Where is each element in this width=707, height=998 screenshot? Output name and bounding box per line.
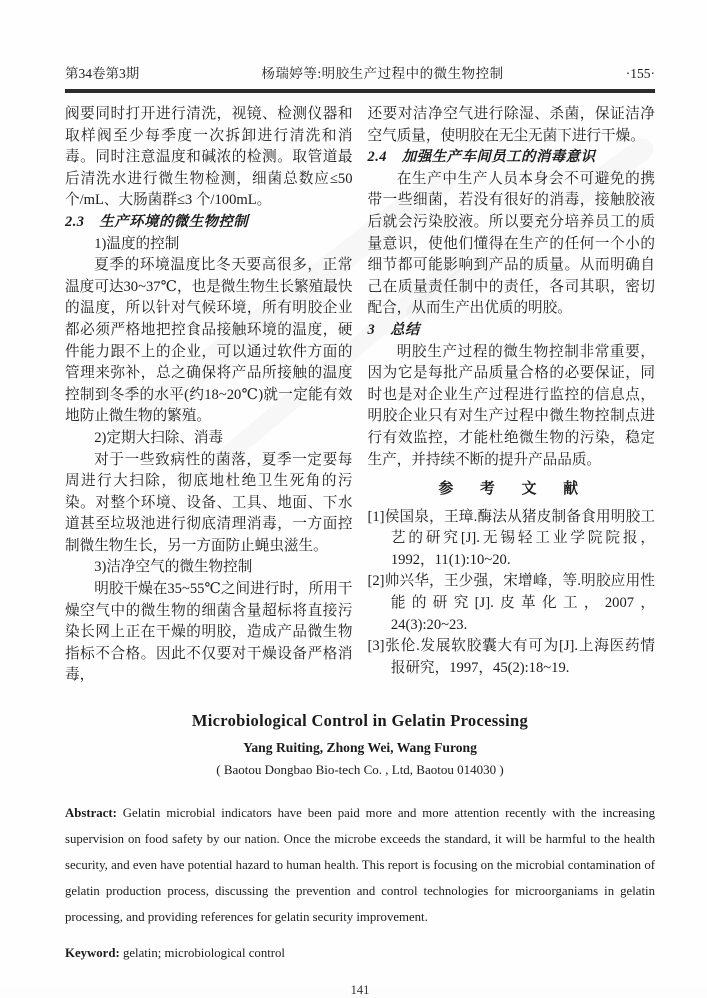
abstract-text: Gelatin microbial indicators have been paid more and more attention recently with the increasing supervision on food safety by our nation. Once the microbe exceeds the standard, it will be harmful to the health security, and even have potential hazard to human health. This report is focusing on the microbial contamination of gelatin production process, discussing the prevention and control technologies for microorganiams in gelatin processing, and providing references for gelatin security improvement. xyxy=(65,806,655,925)
paragraph: 夏季的环境温度比冬天要高很多，正常温度可达30~37℃，也是微生物生长繁殖最快的温度，所以针对气候环境，所有明胶企业都必须严格地把控食品接触环境的温度，硬件能力跟不上的企业，可以通过软件方面的管理来弥补，总之确保将产品所接触的温度控制到冬季的水平(约18~20℃)就一定能有效地防止微生物的繁殖。 xyxy=(65,257,353,425)
paragraph: 明胶干燥在35~55℃之间进行时，所用干燥空气中的微生物的细菌含量超标将直接污染长网上正在干燥的明胶，造成产品微生物指标不合格。因此不仅要对干燥设备严格消毒， xyxy=(65,581,353,684)
section-heading-2-3: 2.3 生产环境的微生物控制 xyxy=(65,213,249,230)
paragraph: 阀要同时打开进行清洗，视镜、检测仪器和取样阀至少每季度一次拆卸进行清洗和消毒。同时注意温度和碱浓的检测。取管道最后清洗水进行微生物检测，细菌总数应≤50 个/mL、大肠菌群≤3 个/100mL。 xyxy=(65,106,353,209)
english-authors: Yang Ruiting, Zhong Wei, Wang Furong xyxy=(243,740,477,756)
page-footer xyxy=(65,983,655,998)
abstract-label: Abstract: xyxy=(65,806,123,821)
keyword-label: Keyword: xyxy=(65,946,123,961)
reference-item: [3]张伦.发展软胶囊大有可为[J].上海医药情报研究，1997，45(2):18~19. xyxy=(367,638,655,676)
english-affiliation: ( Baotou Dongbao Bio-tech Co. , Ltd, Baotou 014030 ) xyxy=(216,762,504,778)
keyword-text: gelatin; microbiological control xyxy=(122,946,285,961)
body-columns xyxy=(65,104,655,687)
english-title: Microbiological Control in Gelatin Processing xyxy=(191,711,529,731)
paragraph: 还要对洁净空气进行除湿、杀菌，保证洁净空气质量，使明胶在无尘无菌下进行干燥。 xyxy=(367,106,655,144)
header-page-number: ·155· xyxy=(625,66,655,81)
reference-item: [2]帅兴华，王少强，宋增峰，等.明胶应用性能的研究[J].皮革化工，2007，24(3):20~23. xyxy=(367,573,655,633)
running-title: 杨瑞婷等:明胶生产过程中的微生物控制 xyxy=(261,66,504,81)
reference-item: [1]侯国泉，王璋.酶法从猪皮制备食用明胶工艺的研究[J].无锡轻工业学院院报，1992，11(1):10~20. xyxy=(367,508,655,568)
english-abstract-section xyxy=(65,711,655,961)
section-heading-3: 3 总结 xyxy=(367,321,420,338)
page-header xyxy=(65,62,655,93)
paragraph: 对于一些致病性的菌落，夏季一定要每周进行大扫除，彻底地杜绝卫生死角的污染。对整个环境、设备、工具、地面、下水道甚至垃圾池进行彻底清理消毒，一方面控制微生物生长，另一方面防止蝇虫滋生。 xyxy=(65,451,353,554)
subsection-heading: 2)定期大扫除、消毒 xyxy=(94,429,224,446)
paragraph: 在生产中生产人员本身会不可避免的携带一些细菌，若没有很好的消毒，接触胶液后就会污染胶液。所以要充分培养员工的质量意识，使他们懂得在生产的任何一个小的细节都可能影响到产品的质量。从而明确自己在质量责任制中的责任，各司其职，密切配合，从而生产出优质的明胶。 xyxy=(367,170,655,317)
abstract-paragraph xyxy=(65,800,655,930)
paragraph: 明胶生产过程的微生物控制非常重要，因为它是每批产品质量合格的必要保证，同时也是对企业生产过程进行监控的信息点，明胶企业只有对生产过程中微生物控制点进行有效监控，才能杜绝微生物的污染，稳定生产，并持续不断的提升产品品质。 xyxy=(367,343,655,468)
right-column xyxy=(368,104,656,687)
subsection-heading: 3)洁净空气的微生物控制 xyxy=(94,559,253,576)
references-heading: 参 考 文 献 xyxy=(438,481,585,498)
subsection-heading: 1)温度的控制 xyxy=(94,235,180,252)
volume-issue: 第34卷第3期 xyxy=(65,66,140,81)
footer-page-number: 141 xyxy=(350,983,370,998)
section-heading-2-4: 2.4 加强生产车间员工的消毒意识 xyxy=(367,149,596,166)
left-column xyxy=(65,104,353,687)
keyword-line xyxy=(65,946,655,961)
